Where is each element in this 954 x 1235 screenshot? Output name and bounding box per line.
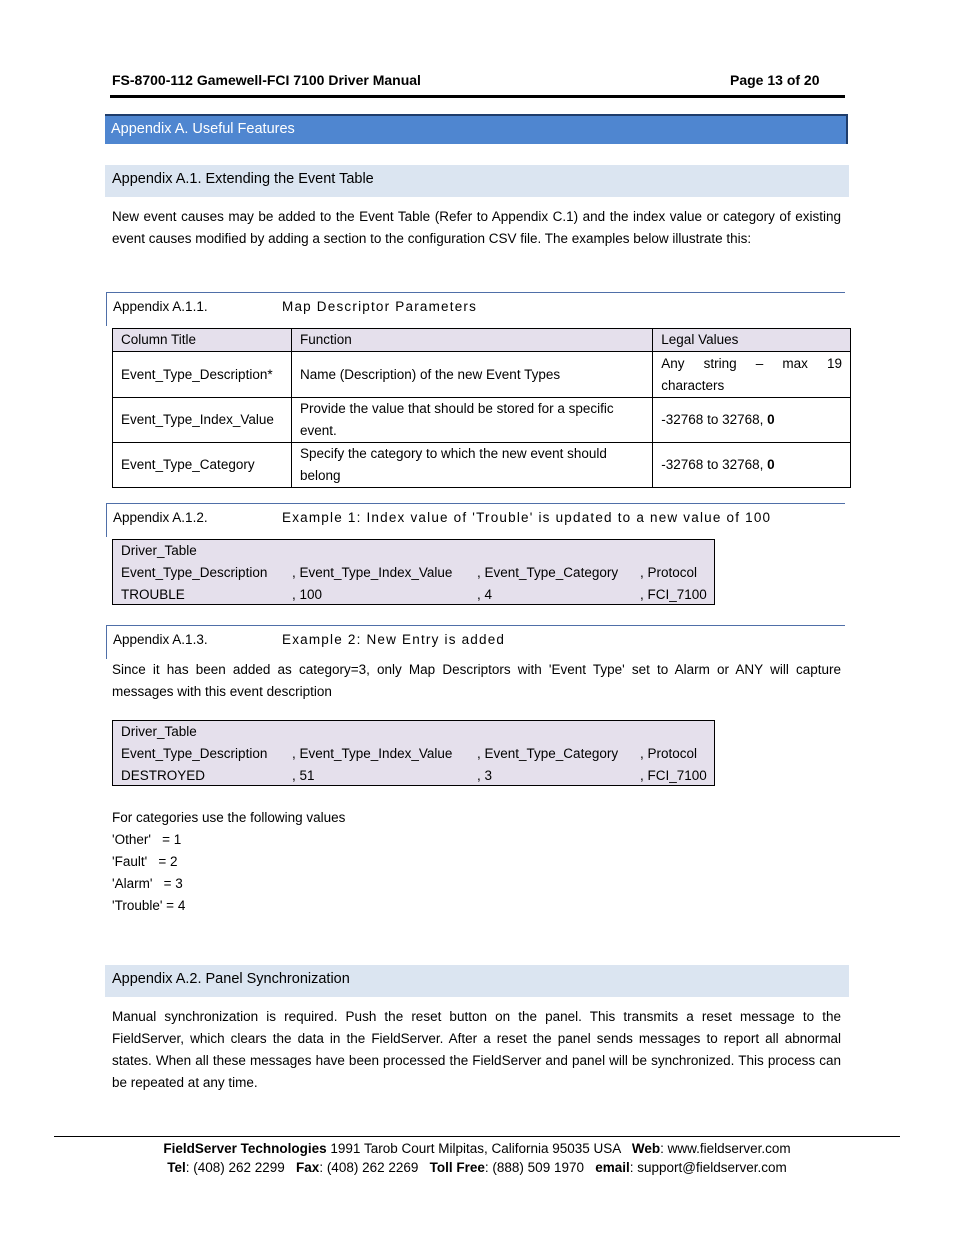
table-cell: Event_Type_Category bbox=[113, 443, 292, 488]
header-divider bbox=[110, 95, 845, 98]
table-cell: Provide the value that should be stored for a specific event. bbox=[291, 398, 652, 443]
legal-default: 0 bbox=[767, 412, 775, 427]
caption-title: Example 2: New Entry is added bbox=[282, 632, 506, 647]
table-header-cell: Function bbox=[291, 329, 652, 352]
code-cell: , Protocol bbox=[640, 746, 698, 761]
tel-label: Tel bbox=[167, 1160, 186, 1175]
tel-value: : (408) 262 2299 bbox=[185, 1160, 297, 1175]
email-label: email bbox=[595, 1160, 630, 1175]
code-cell: , Event_Type_Index_Value bbox=[292, 565, 453, 580]
code-cell: Event_Type_Description bbox=[121, 565, 268, 580]
table-cell: Event_Type_Index_Value bbox=[113, 398, 292, 443]
appendix-a12-caption bbox=[106, 503, 845, 537]
table-header-cell: Column Title bbox=[113, 329, 292, 352]
page-number: Page 13 of 20 bbox=[730, 72, 820, 88]
document-title: FS-8700-112 Gamewell-FCI 7100 Driver Manual bbox=[112, 72, 421, 88]
email-value: : support@fieldserver.com bbox=[629, 1160, 787, 1175]
table-cell bbox=[653, 398, 851, 443]
web-url: : www.fieldserver.com bbox=[660, 1141, 791, 1156]
code-line: Driver_Table bbox=[121, 543, 197, 558]
legal-value: -32768 to 32768, bbox=[661, 457, 768, 472]
code-cell: , Event_Type_Index_Value bbox=[292, 746, 453, 761]
appendix-a1-heading bbox=[105, 165, 849, 197]
appendix-a2-heading bbox=[105, 965, 849, 997]
footer-contact-line bbox=[0, 1160, 954, 1175]
table-header-cell: Legal Values bbox=[653, 329, 851, 352]
example1-code-block bbox=[112, 539, 715, 605]
code-cell: , 3 bbox=[477, 768, 493, 783]
caption-title: Example 1: Index value of 'Trouble' is updated to a new value of 100 bbox=[282, 510, 772, 525]
appendix-a11-caption bbox=[106, 292, 845, 326]
legal-value: Any string – max 19 characters bbox=[661, 355, 842, 393]
company-name: FieldServer Technologies bbox=[163, 1141, 327, 1156]
caption-number: Appendix A.1.1. bbox=[113, 299, 208, 314]
tollfree-value: : (888) 509 1970 bbox=[484, 1160, 596, 1175]
list-item: 'Fault' = 2 bbox=[112, 854, 178, 869]
table-row bbox=[113, 443, 851, 488]
code-cell: DESTROYED bbox=[121, 768, 206, 783]
code-cell: Event_Type_Description bbox=[121, 746, 268, 761]
legal-value: -32768 to 32768, bbox=[661, 412, 768, 427]
caption-number: Appendix A.1.3. bbox=[113, 632, 208, 647]
web-label: Web bbox=[631, 1141, 661, 1156]
code-cell: , FCI_7100 bbox=[640, 587, 707, 602]
appendix-a1-title: Appendix A.1. Extending the Event Table bbox=[112, 171, 374, 187]
table-cell: Event_Type_Description* bbox=[113, 352, 292, 398]
fax-value: : (408) 262 2269 bbox=[319, 1160, 430, 1175]
table-cell: Name (Description) of the new Event Types bbox=[291, 352, 652, 398]
fax-label: Fax bbox=[296, 1160, 320, 1175]
company-address: 1991 Tarob Court Milpitas, California 95035 USA bbox=[326, 1141, 632, 1156]
code-cell: , 4 bbox=[477, 587, 493, 602]
category-values-list bbox=[112, 807, 345, 917]
appendix-a2-paragraph: Manual synchronization is required. Push the reset button on the panel. This transmits a reset message to the FieldServer, which clears the data in the FieldServer. After a reset the panel sends messages to report all abnormal states. When all these messages have been processed the FieldServer and panel will be synchronized. This process can be repeated at any time. bbox=[112, 1009, 841, 1090]
code-cell: , Event_Type_Category bbox=[477, 746, 619, 761]
legal-default: 0 bbox=[767, 457, 775, 472]
table-cell bbox=[653, 443, 851, 488]
table-header-row bbox=[113, 329, 851, 352]
appendix-a-title: Appendix A. Useful Features bbox=[111, 121, 295, 137]
caption-title: Map Descriptor Parameters bbox=[282, 299, 478, 314]
table-row bbox=[113, 398, 851, 443]
appendix-a2-title: Appendix A.2. Panel Synchronization bbox=[112, 971, 350, 987]
appendix-a13-caption bbox=[106, 625, 845, 659]
code-cell: , FCI_7100 bbox=[640, 768, 707, 783]
code-cell: , Event_Type_Category bbox=[477, 565, 619, 580]
table-row bbox=[113, 352, 851, 398]
code-cell: , 51 bbox=[292, 768, 315, 783]
footer-address-line bbox=[0, 1141, 954, 1156]
appendix-a13-paragraph: Since it has been added as category=3, only Map Descriptors with 'Event Type' set to Alarm or ANY will capture messages with this event description bbox=[112, 662, 841, 699]
example2-code-block bbox=[112, 720, 715, 786]
footer-divider bbox=[54, 1136, 900, 1137]
caption-number: Appendix A.1.2. bbox=[113, 510, 208, 525]
code-cell: , 100 bbox=[292, 587, 323, 602]
code-line: Driver_Table bbox=[121, 724, 197, 739]
tollfree-label: Toll Free bbox=[429, 1160, 485, 1175]
list-item: 'Other' = 1 bbox=[112, 832, 182, 847]
code-cell: TROUBLE bbox=[121, 587, 185, 602]
code-cell: , Protocol bbox=[640, 565, 698, 580]
table-cell bbox=[653, 352, 851, 398]
list-item: 'Trouble' = 4 bbox=[112, 898, 186, 913]
appendix-a-heading bbox=[105, 114, 848, 144]
category-intro: For categories use the following values bbox=[112, 810, 346, 825]
map-descriptor-parameters-table bbox=[112, 328, 851, 488]
table-cell: Specify the category to which the new event should belong bbox=[291, 443, 652, 488]
appendix-a1-intro: New event causes may be added to the Event Table (Refer to Appendix C.1) and the index value or category of existing event causes modified by adding a section to the configuration CSV file. The examples below illustrate this: bbox=[112, 209, 841, 246]
list-item: 'Alarm' = 3 bbox=[112, 876, 183, 891]
